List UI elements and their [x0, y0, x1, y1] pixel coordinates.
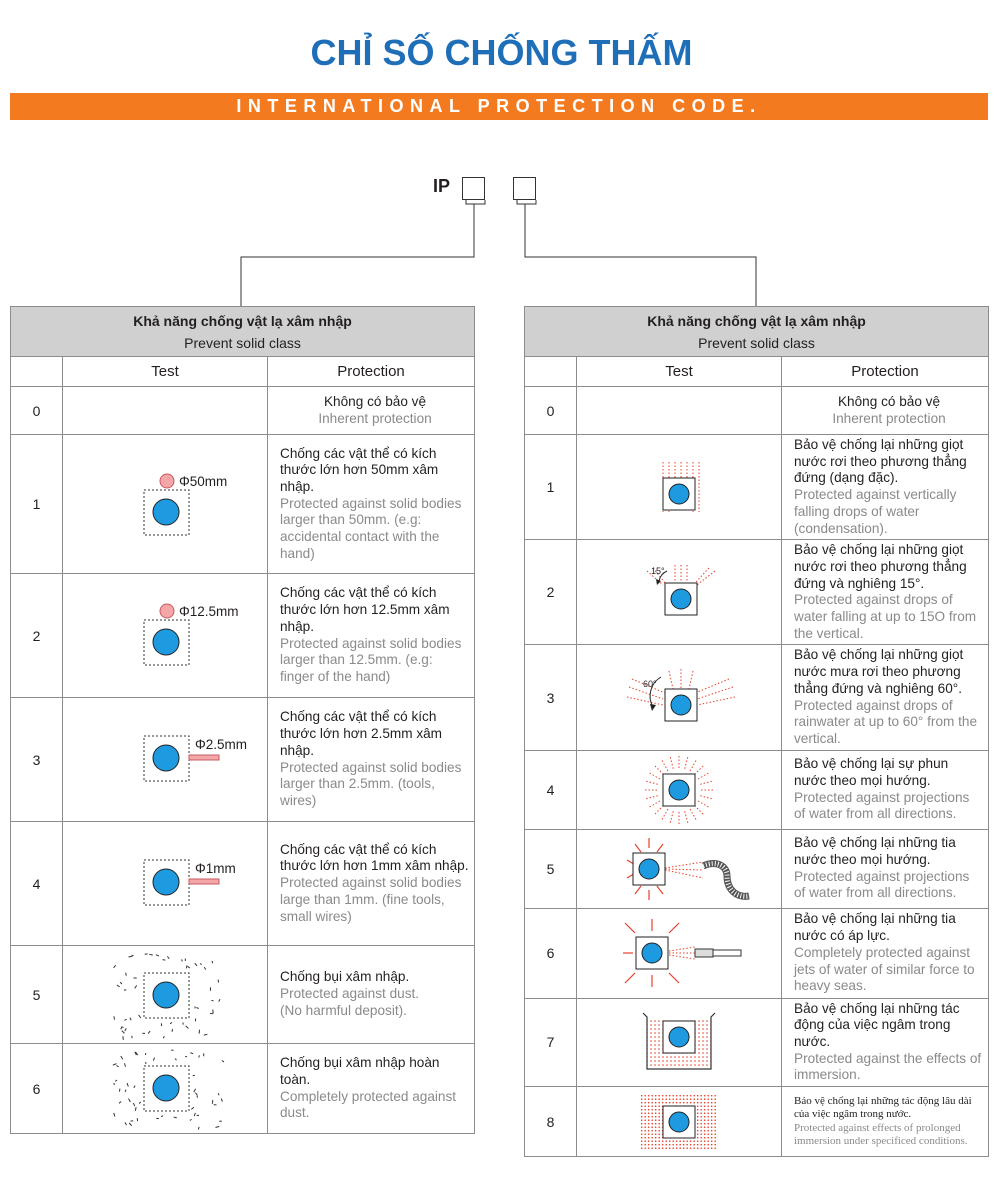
dust-speck — [115, 1080, 117, 1081]
dust-speck — [124, 1019, 126, 1020]
table-row — [11, 574, 475, 698]
spray-ray — [644, 780, 658, 784]
dust-speck — [123, 1036, 124, 1040]
row-number: 4 — [11, 822, 63, 946]
test-cell — [63, 435, 268, 574]
spray-ray — [700, 795, 714, 799]
dust-speck — [125, 1028, 126, 1031]
table-row — [525, 1087, 989, 1157]
spray-ray — [695, 805, 705, 815]
connector-lines — [0, 0, 1003, 320]
protection-vi: Bảo vệ chống lại những tác động của việc ngâm trong nước. — [794, 1000, 960, 1050]
protection-en: Protected against solid bodies larger than 2.5mm. (tools, wires) — [280, 759, 462, 808]
dust-speck — [125, 1090, 126, 1092]
rod-probe-icon — [63, 822, 268, 945]
probe-label: Φ1mm — [195, 861, 236, 876]
dust-speck — [114, 1113, 115, 1117]
protection-cell — [782, 998, 989, 1087]
protection-vi: Bảo vệ chống lại sự phun nước theo mọi hướng. — [794, 756, 949, 788]
dust-speck — [186, 965, 187, 968]
protection-vi: Chống các vật thể có kích thước lớn hơn 2.5mm xâm nhập. — [280, 709, 443, 758]
angle-60-label: 60° — [643, 678, 657, 689]
dust-speck — [149, 954, 152, 955]
test-cell — [63, 698, 268, 822]
dust-speck — [127, 1083, 128, 1086]
row-number: 4 — [525, 750, 577, 829]
spray-ray — [685, 755, 689, 769]
sphere-probe-icon — [63, 574, 268, 697]
dust-speck — [190, 1053, 193, 1054]
pressure-jet-icon — [577, 909, 782, 998]
dust-speck — [148, 1031, 150, 1034]
row-number: 5 — [525, 829, 577, 908]
dust-icon — [63, 1044, 268, 1133]
hose-jet-icon — [577, 830, 782, 908]
prolonged-immersion-icon — [577, 1087, 782, 1156]
protection-en-note: (No harmful deposit). — [280, 1002, 407, 1018]
dust-speck — [191, 1107, 193, 1109]
test-cell — [63, 822, 268, 946]
dust-speck — [129, 1123, 132, 1126]
table-row — [11, 1044, 475, 1134]
row-number: 2 — [525, 540, 577, 645]
spray-ray — [661, 758, 668, 770]
dust-speck — [218, 1093, 219, 1095]
vertical-drops-icon — [577, 436, 782, 538]
dust-speck — [156, 955, 159, 956]
protection-en: Inherent protection — [832, 410, 946, 426]
dust-speck — [135, 985, 137, 988]
spray-ray — [685, 811, 689, 825]
dust-speck — [213, 1010, 214, 1014]
dust-speck — [175, 1059, 177, 1061]
table-heading — [11, 307, 475, 357]
table-row — [525, 540, 989, 645]
table-row — [11, 946, 475, 1044]
test-cell — [63, 946, 268, 1044]
row-number: 0 — [11, 387, 63, 435]
ip-label: IP — [433, 176, 451, 196]
protection-vi: Chống bụi xâm nhập hoàn toàn. — [280, 1055, 440, 1087]
dust-speck — [161, 1116, 163, 1117]
dust-speck — [167, 956, 169, 958]
dust-speck — [125, 1063, 126, 1067]
table-row — [525, 645, 989, 750]
dust-speck — [134, 1086, 135, 1088]
spray-ray — [698, 801, 710, 808]
protection-en: Completely protected against dust. — [280, 1088, 457, 1121]
spray-ray — [690, 758, 697, 770]
test-cell — [577, 750, 782, 829]
spray-ray — [661, 809, 668, 821]
row-number: 3 — [525, 645, 577, 750]
dust-speck — [114, 965, 116, 968]
spray-ray — [654, 764, 664, 774]
dust-speck — [182, 959, 183, 961]
dust-speck — [187, 966, 189, 968]
num-column-header — [11, 357, 63, 387]
spray-ray — [700, 780, 714, 784]
row-number: 5 — [11, 946, 63, 1044]
dust-speck — [197, 1096, 198, 1098]
test-cell — [577, 908, 782, 998]
protection-vi: Bảo vệ chống lại những giọt nước rơi theo phương thẳng đứng và nghiêng 15°. — [794, 542, 967, 591]
angle-15-label: 15° — [651, 565, 665, 576]
test-column-header: Test — [577, 357, 782, 387]
table-row — [525, 387, 989, 435]
dust-speck — [218, 980, 219, 983]
protection-en: Protected against drops of water falling at up to 15O from the vertical. — [794, 592, 977, 641]
subtitle-band: INTERNATIONAL PROTECTION CODE. — [10, 93, 988, 120]
protection-en: Inherent protection — [318, 410, 432, 426]
table-row — [11, 698, 475, 822]
protection-en: Protected against projections of water from all directions. — [794, 789, 970, 822]
protection-vi: Chống các vật thể có kích thước lớn hơn 1mm xâm nhập. — [280, 841, 469, 874]
protection-cell — [268, 822, 475, 946]
protection-vi: Bảo vệ chống lại những tác động lâu dài của việc ngâm trong nước. — [794, 1094, 972, 1121]
dust-speck — [119, 1102, 121, 1104]
dust-speck — [139, 1015, 141, 1018]
table-row — [11, 435, 475, 574]
row-number: 1 — [525, 435, 577, 540]
test-cell — [63, 1044, 268, 1134]
dust-speck — [153, 1058, 154, 1061]
test-cell — [63, 387, 268, 435]
dust-speck — [204, 967, 205, 970]
spray-ray — [648, 772, 660, 779]
protection-en: Protected against projections of water from all directions. — [794, 868, 970, 901]
table-row — [525, 908, 989, 998]
solid-protection-table — [10, 306, 475, 1134]
dust-speck — [132, 955, 134, 956]
immersion-icon — [577, 1007, 782, 1078]
protection-cell — [268, 1044, 475, 1134]
dust-speck — [199, 1030, 200, 1034]
heading-en: Prevent solid class — [184, 334, 301, 351]
table-row — [525, 998, 989, 1087]
row-number: 3 — [11, 698, 63, 822]
protection-cell — [782, 435, 989, 540]
splash-icon — [577, 751, 782, 829]
rod-probe-icon — [63, 698, 268, 821]
test-cell — [577, 1087, 782, 1157]
protection-en: Protected against dust. — [280, 986, 420, 1002]
dust-speck — [130, 1018, 131, 1020]
protection-vi: Chống bụi xâm nhập. — [280, 969, 410, 985]
row-number: 0 — [525, 387, 577, 435]
spray-ray — [670, 755, 674, 769]
protection-en: Protected against solid bodies larger than 50mm. (e.g: accidental contact with the hand) — [280, 495, 462, 561]
protection-vi: Bảo vệ chống lại những tia nước theo mọi hướng. — [794, 835, 956, 867]
table-row — [525, 829, 989, 908]
dust-speck — [117, 1065, 119, 1066]
table-row — [11, 822, 475, 946]
drops-15-icon — [577, 541, 782, 644]
protection-vi: Bảo vệ chống lại những giọt nước rơi theo phương thẳng đứng (dạng đặc). — [794, 437, 967, 486]
protection-cell — [782, 750, 989, 829]
row-number: 1 — [11, 435, 63, 574]
protection-column-header: Protection — [782, 357, 989, 387]
water-protection-table — [524, 306, 989, 1157]
dust-icon — [63, 946, 268, 1043]
num-column-header — [525, 357, 577, 387]
dust-speck — [221, 1099, 222, 1102]
test-cell — [577, 435, 782, 540]
protection-en: Protected against drops of rainwater at up to 60° from the vertical. — [794, 697, 978, 746]
protection-cell — [782, 1087, 989, 1157]
protection-vi: Chống các vật thể có kích thước lớn hơn 50mm xâm nhập. — [280, 445, 439, 494]
probe-label: Φ12.5mm — [179, 604, 239, 619]
probe-label: Φ2.5mm — [195, 737, 248, 752]
dust-speck — [133, 1103, 134, 1106]
table-heading — [525, 307, 989, 357]
probe-label: Φ50mm — [179, 474, 228, 489]
dust-speck — [129, 956, 133, 957]
protection-cell — [268, 946, 475, 1044]
dust-speck — [125, 1122, 127, 1125]
protection-column-header: Protection — [268, 357, 475, 387]
dust-speck — [114, 1016, 115, 1019]
protection-cell — [782, 645, 989, 750]
dust-speck — [195, 963, 197, 966]
protection-en: Protected against the effects of immersion. — [794, 1050, 982, 1083]
spray-ray — [654, 805, 664, 815]
dust-speck — [198, 1127, 199, 1130]
dust-speck — [129, 1099, 131, 1103]
protection-vi: Chống các vật thể có kích thước lớn hơn 12.5mm xâm nhập. — [280, 585, 450, 634]
test-cell — [577, 387, 782, 435]
protection-cell — [268, 698, 475, 822]
dust-speck — [222, 1061, 224, 1062]
protection-cell — [268, 435, 475, 574]
dust-speck — [139, 1102, 141, 1104]
protection-en: Completely protected against jets of water of similar force to heavy seas. — [794, 944, 975, 994]
row-number: 2 — [11, 574, 63, 698]
row-number: 7 — [525, 998, 577, 1087]
row-number: 8 — [525, 1087, 577, 1157]
dust-speck — [174, 1117, 177, 1118]
test-column-header: Test — [63, 357, 268, 387]
protection-cell — [268, 574, 475, 698]
spray-ray — [648, 801, 660, 808]
dust-speck — [186, 1026, 189, 1028]
protection-vi: Không có bảo vệ — [837, 393, 941, 409]
spray-ray — [670, 811, 674, 825]
heading-en: Prevent solid class — [698, 334, 815, 351]
dust-speck — [194, 1113, 195, 1116]
dust-speck — [163, 1036, 164, 1038]
protection-cell — [782, 829, 989, 908]
dust-speck — [121, 1056, 123, 1059]
dust-speck — [170, 1023, 172, 1024]
protection-en: Protected against effects of prolonged immersion under specificed conditions. — [794, 1121, 968, 1148]
dust-speck — [212, 961, 213, 963]
dust-speck — [126, 973, 127, 976]
protection-cell — [268, 387, 475, 435]
protection-vi: Không có bảo vệ — [323, 393, 427, 409]
heading-vi: Khả năng chống vật lạ xâm nhập — [647, 312, 866, 329]
protection-en: Protected against solid bodies large than 1mm. (fine tools, small wires) — [280, 875, 462, 924]
dust-speck — [120, 982, 122, 984]
dust-speck — [119, 1089, 120, 1092]
test-cell — [577, 998, 782, 1087]
dust-speck — [122, 1031, 125, 1034]
row-number: 6 — [11, 1044, 63, 1134]
dust-speck — [190, 1119, 192, 1120]
dust-speck — [196, 1007, 198, 1008]
protection-en: Protected against solid bodies larger than 12.5mm. (e.g: finger of the hand) — [280, 635, 462, 684]
spray-ray — [698, 772, 710, 779]
dust-speck — [121, 1027, 123, 1028]
table-row — [11, 387, 475, 435]
dust-speck — [194, 1089, 196, 1092]
dust-speck — [200, 964, 202, 965]
protection-cell — [782, 387, 989, 435]
dust-speck — [219, 999, 220, 1001]
dust-speck — [117, 985, 120, 987]
protection-vi: Bảo vệ chống lại những tia nước có áp lực. — [794, 911, 956, 944]
protection-en: Protected against vertically falling drops of water (condensation). — [794, 487, 957, 536]
protection-cell — [782, 908, 989, 998]
table-row — [525, 750, 989, 829]
dust-speck — [204, 1034, 208, 1035]
dust-speck — [215, 1126, 219, 1127]
spray-ray — [690, 809, 697, 821]
dust-speck — [211, 1000, 213, 1001]
page-title: CHỈ SỐ CHỐNG THẤM — [310, 32, 693, 73]
protection-vi: Bảo vệ chống lại những giọt nước mưa rơi theo phương thẳng đứng và nghiêng 60°. — [794, 647, 964, 696]
protection-cell — [782, 540, 989, 645]
dust-speck — [195, 1093, 197, 1096]
dust-speck — [135, 1107, 136, 1111]
row-number: 6 — [525, 908, 577, 998]
sphere-probe-icon — [63, 435, 268, 573]
drops-60-icon — [577, 647, 782, 749]
dust-speck — [113, 1064, 117, 1066]
spray-ray — [695, 764, 705, 774]
test-cell — [577, 829, 782, 908]
dust-speck — [185, 1056, 187, 1057]
heading-vi: Khả năng chống vật lạ xâm nhập — [133, 312, 352, 329]
table-row — [525, 435, 989, 540]
test-cell — [577, 540, 782, 645]
spray-ray — [644, 795, 658, 799]
test-cell — [63, 574, 268, 698]
test-cell — [577, 645, 782, 750]
